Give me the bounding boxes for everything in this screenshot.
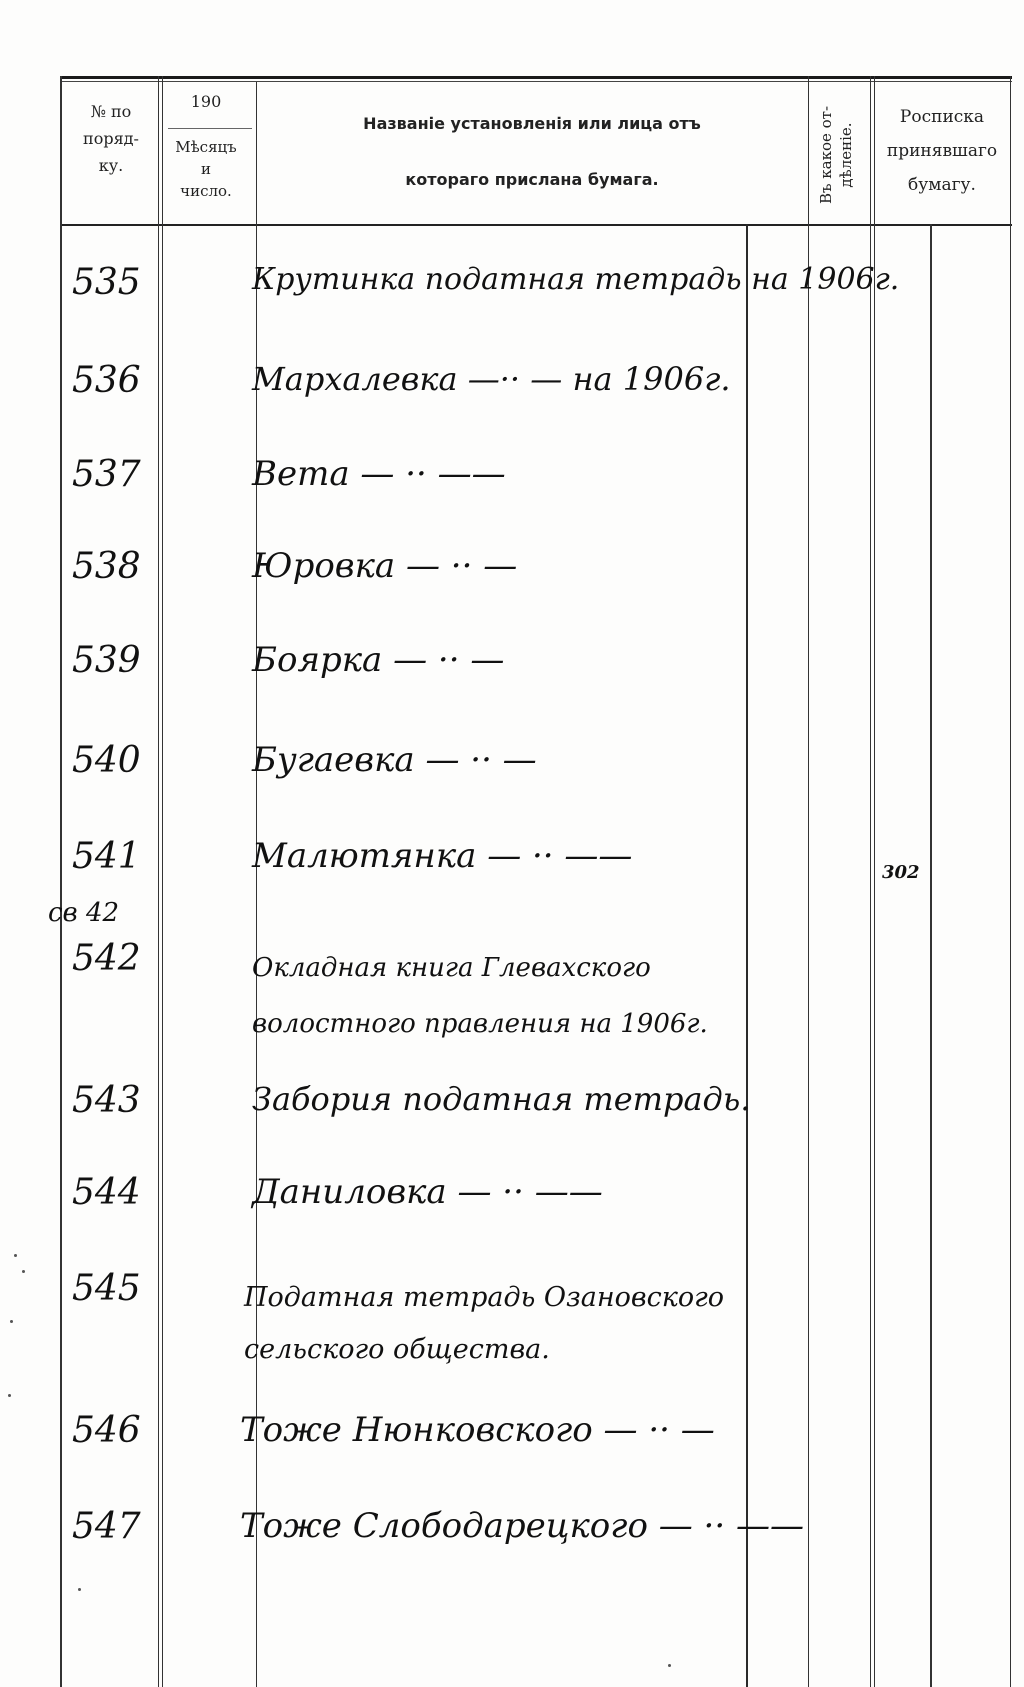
header-year-rule [168,128,252,129]
entry-number: 542 [72,938,141,979]
header-number-line2: поряд- [83,129,139,148]
entry-text: Мархалевка —·· — на 1906г. [252,360,731,398]
column-divider-department-double [874,76,875,1687]
column-divider-signature [930,224,932,1687]
column-divider-text-margin [746,224,748,1687]
header-number-line3: ку. [98,156,124,175]
header-department-text: Въ какое от- дѣленіе. [817,105,855,205]
entry-text: Малютянка — ·· —— [252,836,633,876]
table-left-border [60,76,62,1687]
header-month-day [160,136,252,202]
header-month-line3: число. [180,182,232,200]
signature-mark: 302 [882,862,920,883]
scan-speck [14,1254,17,1257]
entry-number: 536 [72,360,141,401]
table-right-border [1010,76,1011,1687]
header-name-line2: котораго прислана бумага. [405,170,659,189]
header-month-line1: Мѣсяцъ [175,138,237,156]
column-divider-number [158,76,159,1687]
column-divider-number-double [162,76,163,1687]
entry-text: Даниловка — ·· —— [252,1172,603,1212]
header-month-line2: и [201,160,211,178]
margin-note: св 42 [48,898,120,928]
entry-text: Вета — ·· —— [252,454,506,494]
column-divider-name [808,76,809,1687]
header-signature-line1: Росписка [899,107,985,127]
entry-text: Забория податная тетрадь. [252,1080,751,1118]
header-signature-line3: бумагу. [908,175,976,195]
entry-number: 538 [72,546,141,587]
header-number [64,98,158,179]
entry-number: 535 [72,262,141,303]
header-signature [876,100,1008,202]
entry-number: 540 [72,740,141,781]
entry-text: Бугаевка — ·· — [252,740,537,780]
entry-number: 539 [72,640,141,681]
entry-number: 543 [72,1080,141,1121]
scan-speck [78,1588,81,1591]
entry-number: 546 [72,1410,141,1451]
entry-text: Тоже Нюнковского — ·· — [240,1410,715,1450]
entry-number: 547 [72,1506,141,1547]
entry-text: Тоже Слободарецкого — ·· —— [240,1506,804,1546]
entry-number: 537 [72,454,141,495]
scan-speck [22,1270,25,1273]
header-name-line1: Названіе установленія или лица отъ [363,114,701,133]
entry-text: Юровка — ·· — [252,546,518,586]
column-divider-department [870,76,871,1687]
scan-speck [668,1664,671,1667]
header-signature-line2: принявшаго [886,141,998,161]
entry-text: Крутинка податная тетрадь на 1906г. [252,262,900,297]
header-number-line1: № по [90,102,132,121]
entry-number: 541 [72,836,141,877]
entry-number: 545 [72,1268,141,1309]
scan-speck [8,1394,11,1397]
scan-speck [10,1320,13,1323]
entry-text: Податная тетрадь Озановского сельского общества. [244,1282,725,1365]
entry-text: Окладная книга Глевахского волостного правления на 1906г. [252,953,708,1039]
entry-number: 544 [72,1172,141,1213]
entry-text: Боярка — ·· — [252,640,505,680]
header-year: 190 [190,92,222,111]
header-department [808,90,864,220]
column-divider-date-header [256,82,257,226]
